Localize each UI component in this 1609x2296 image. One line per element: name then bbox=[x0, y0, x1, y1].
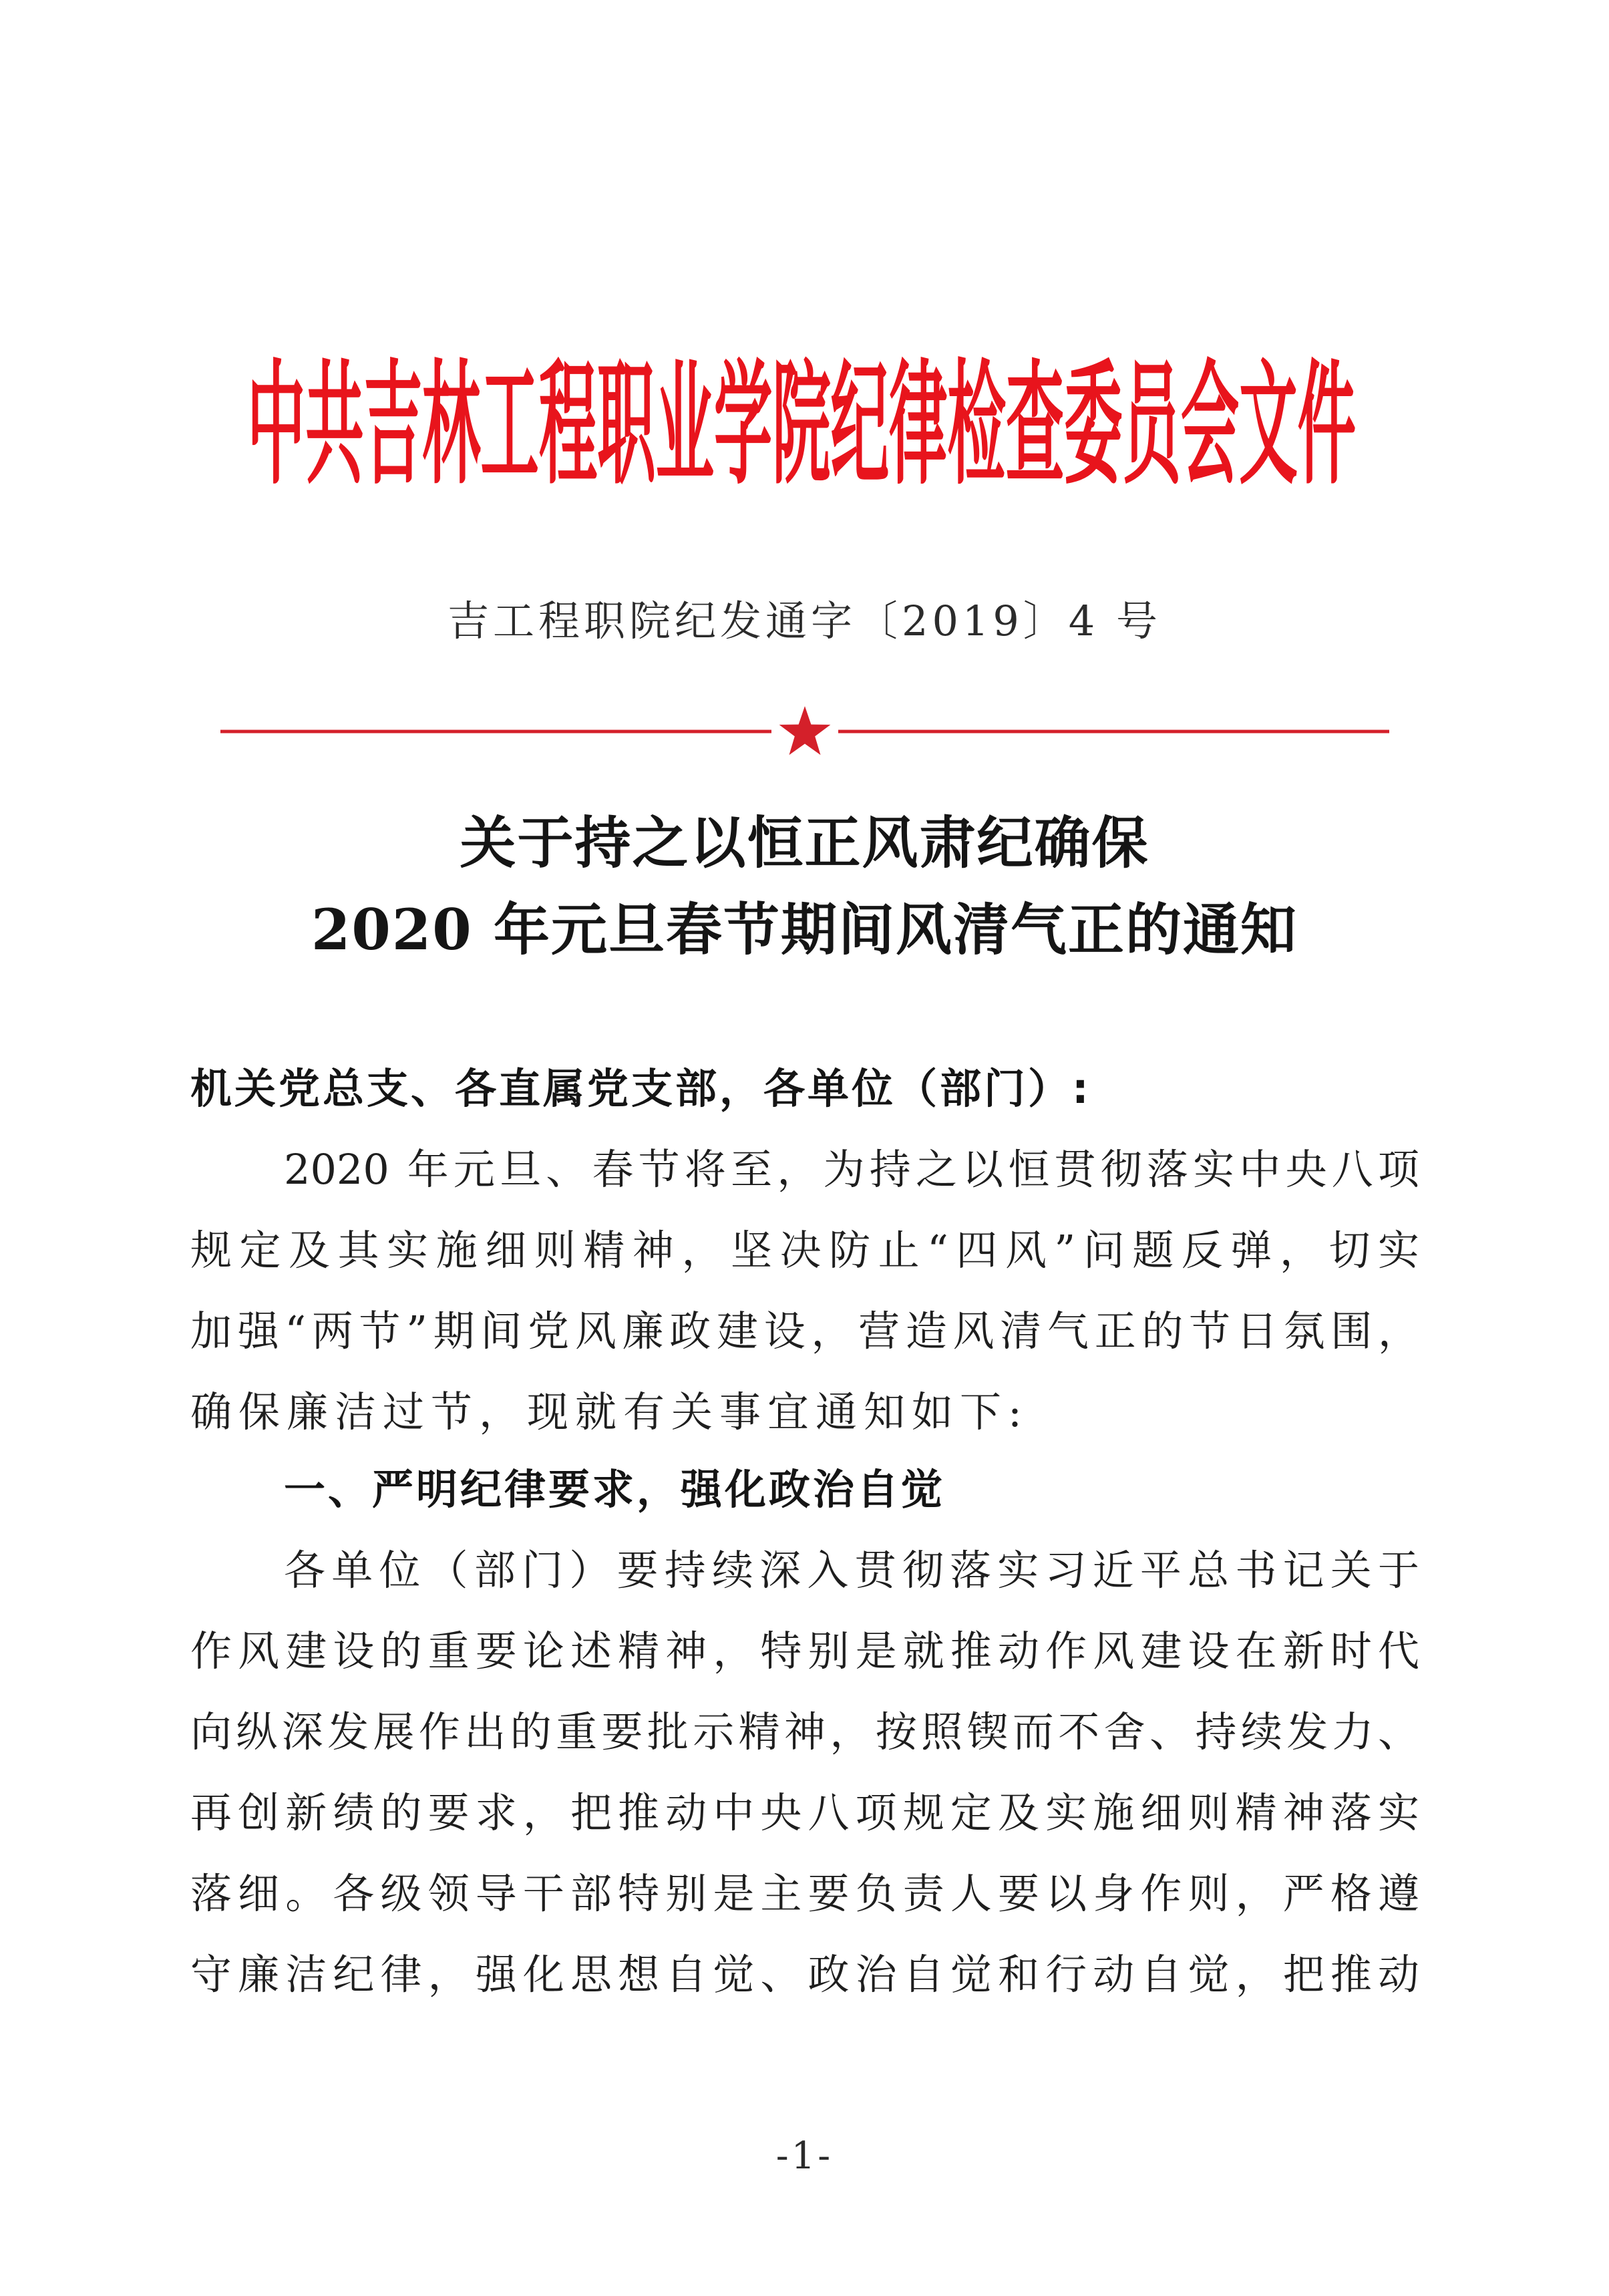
paragraph-line: 加强“两节”期间党风廉政建设，营造风清气正的节日氛围， bbox=[190, 1307, 1419, 1355]
paragraph-section-1 bbox=[190, 1530, 1419, 2015]
section-heading-1: 一、严明纪律要求，强化政治自觉 bbox=[284, 1465, 946, 1514]
page-number: -1- bbox=[775, 2134, 834, 2178]
paragraph-line: 确保廉洁过节，现就有关事宜通知如下: bbox=[190, 1387, 1029, 1436]
masthead bbox=[240, 341, 1363, 514]
notice-title-line-1: 关于持之以恒正风肃纪确保 bbox=[460, 810, 1149, 876]
notice-title-line-2: 2020 年元旦春节期间风清气正的通知 bbox=[311, 896, 1298, 963]
paragraph-line: 守廉洁纪律，强化思想自觉、政治自觉和行动自觉，把推动 bbox=[190, 1950, 1419, 1999]
star-icon bbox=[779, 706, 831, 755]
paragraph-line: 作风建设的重要论述精神，特别是就推动作风建设在新时代 bbox=[190, 1627, 1419, 1675]
paragraph-line: 向纵深发展作出的重要批示精神，按照锲而不舍、持续发力、 bbox=[190, 1707, 1419, 1756]
red-divider bbox=[220, 705, 1389, 758]
document-number: 吉工程职院纪发通字〔2019〕4 号 bbox=[448, 597, 1161, 645]
paragraph-line: 各单位（部门）要持续深入贯彻落实习近平总书记关于 bbox=[284, 1546, 1419, 1595]
paragraph-line: 再创新绩的要求，把推动中央八项规定及实施细则精神落实 bbox=[190, 1788, 1419, 1837]
masthead-title: 中共吉林工程职业学院纪律检查委员会文件 bbox=[247, 347, 1356, 503]
salutation: 机关党总支、各直属党支部，各单位（部门）: bbox=[190, 1064, 1091, 1113]
masthead-title-svg bbox=[240, 341, 1363, 514]
paragraph-line: 2020 年元旦、春节将至，为持之以恒贯彻落实中央八项 bbox=[284, 1145, 1419, 1194]
paragraph-intro bbox=[190, 1129, 1419, 1452]
paragraph-line: 落细。各级领导干部特别是主要负责人要以身作则，严格遵 bbox=[190, 1869, 1419, 1918]
paragraph-line: 规定及其实施细则精神，坚决防止“四风”问题反弹，切实 bbox=[190, 1226, 1419, 1275]
